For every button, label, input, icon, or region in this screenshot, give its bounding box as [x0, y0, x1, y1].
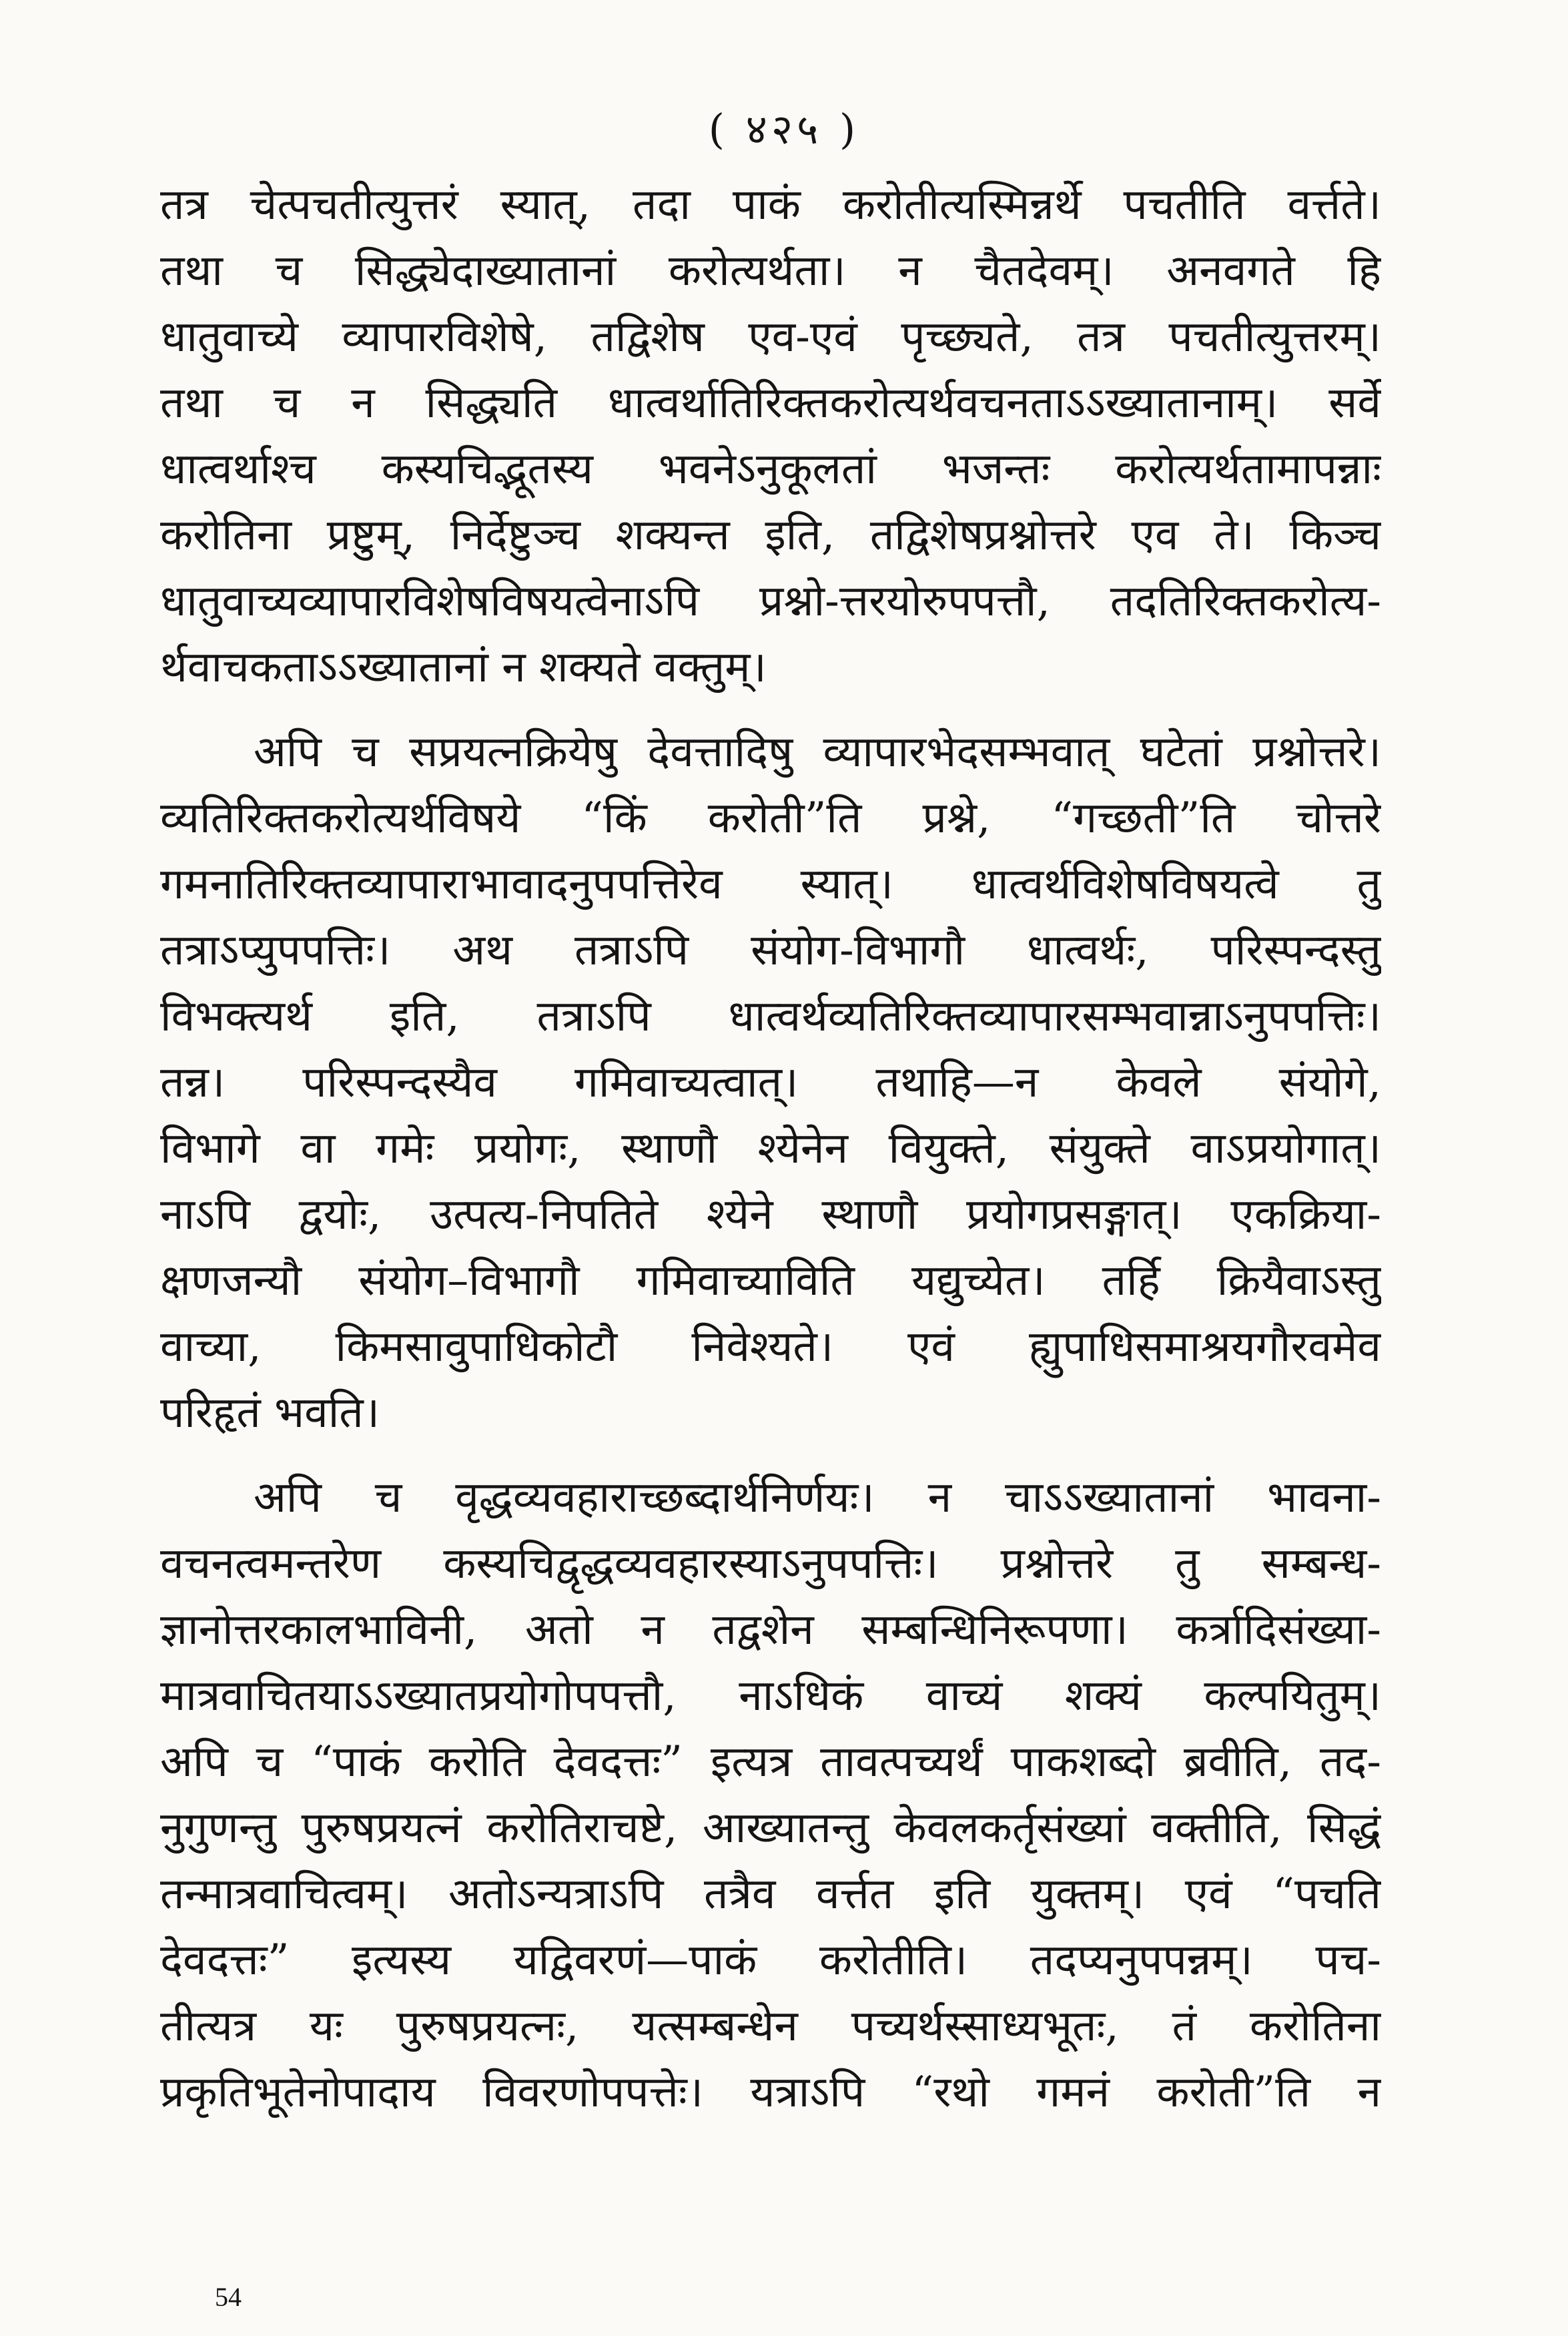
text-line: मात्रवाचितयाऽऽख्यातप्रयोगोपपत्तौ, नाऽधिकं वाच्यं शक्यं कल्पयितुम्। — [160, 1671, 1381, 1721]
text-line: तथा च न सिद्ध्यति धात्वर्थातिरिक्तकरोत्यर्थवचनताऽऽख्यातानाम्। सर्वे — [160, 378, 1381, 428]
text-line: तत्र चेत्पचतीत्युत्तरं स्यात्, तदा पाकं करोतीत्यस्मिन्नर्थे पचतीति वर्त्तते। — [160, 180, 1381, 230]
text-line: ज्ञानोत्तरकालभाविनी, अतो न तद्वशेन सम्बन्धिनिरूपणा। कर्त्रादिसंख्या- — [160, 1605, 1381, 1655]
text-line: तत्राऽप्युपपत्तिः। अथ तत्राऽपि संयोग-विभागौ धात्वर्थः, परिस्पन्दस्तु — [160, 926, 1381, 975]
text-line: तीत्यत्र यः पुरुषप्रयत्नः, यत्सम्बन्धेन पच्यर्थस्साध्यभूतः, तं करोतिना — [160, 2002, 1381, 2051]
text-line: र्थवाचकताऽऽख्यातानां न शक्यते वक्तुम्। — [160, 643, 767, 692]
text-line: अपि च “पाकं करोति देवदत्तः” इत्यत्र तावत्पच्यर्थं पाकशब्दो ब्रवीति, तद- — [160, 1737, 1381, 1787]
text-line: विभागे वा गमेः प्रयोगः, स्थाणौ श्येनेन वियुक्ते, संयुक्ते वाऽप्रयोगात्। — [160, 1124, 1381, 1173]
text-line: तन्मात्रवाचित्वम्। अतोऽन्यत्राऽपि तत्रैव वर्त्तत इति युक्तम्। एवं “पचति — [160, 1869, 1381, 1919]
text-line: प्रकृतिभूतेनोपादाय विवरणोपपत्तेः। यत्राऽपि “रथो गमनं करोती”ति न — [160, 2068, 1381, 2117]
text-line: क्षणजन्यौ संयोग–विभागौ गमिवाच्याविति यद्युच्येत। तर्हि क्रियैवाऽस्तु — [160, 1256, 1381, 1305]
paragraph-2 — [160, 719, 1381, 1446]
text-line: अपि च सप्रयत्नक्रियेषु देवत्तादिषु व्यापारभेदसम्भवात् घटेतां प्रश्नोत्तरे। — [254, 727, 1381, 777]
text-line: तन्न। परिस्पन्दस्यैव गमिवाच्यत्वात्। तथाहि—न केवले संयोगे, — [160, 1058, 1381, 1107]
text-line: वाच्या, किमसावुपाधिकोटौ निवेश्यते। एवं ह्युपाधिसमाश्रयगौरवमेव — [160, 1322, 1381, 1372]
text-line: वचनत्वमन्तरेण कस्यचिद्वृद्धव्यवहारस्याऽनुपपत्तिः। प्रश्नोत्तरे तु सम्बन्ध- — [160, 1539, 1381, 1588]
text-line: देवदत्तः” इत्यस्य यद्विवरणं—पाकं करोतीति। तदप्यनुपपन्नम्। पच- — [160, 1936, 1381, 1985]
paragraph-1 — [160, 172, 1381, 701]
text-line: परिहृतं भवति। — [160, 1388, 380, 1438]
text-line: विभक्त्यर्थ इति, तत्राऽपि धात्वर्थव्यतिरिक्तव्यापारसम्भवान्नाऽनुपपत्तिः। — [160, 992, 1381, 1041]
text-line: नुगुणन्तु पुरुषप्रयत्नं करोतिराचष्टे, आख्यातन्तु केवलकर्तृसंख्यां वक्तीति, सिद्धं — [160, 1803, 1381, 1853]
page-header — [0, 100, 1568, 156]
text-line: नाऽपि द्वयोः, उत्पत्य-निपतिते श्येने स्थाणौ प्रयोगप्रसङ्गात्। एकक्रिया- — [160, 1190, 1381, 1239]
text-line: व्यतिरिक्तकरोत्यर्थविषये “किं करोती”ति प्रश्ने, “गच्छती”ति चोत्तरे — [160, 794, 1381, 843]
page-label: ( ४२५ ) — [708, 105, 860, 154]
body-text — [160, 172, 1381, 2126]
text-line: अपि च वृद्धव्यवहाराच्छब्दार्थनिर्णयः। न चाऽऽख्यातानां भावना- — [254, 1473, 1381, 1522]
text-line: धात्वर्थाश्च कस्यचिद्भूतस्य भवनेऽनुकूलतां भजन्तः करोत्यर्थतामापन्नाः — [160, 445, 1381, 494]
text-line: धातुवाच्ये व्यापारविशेषे, तद्विशेष एव-एवं पृच्छ्यते, तत्र पचतीत्युत्तरम्। — [160, 312, 1381, 362]
paragraph-3 — [160, 1465, 1381, 2126]
text-line: धातुवाच्यव्यापारविशेषविषयत्वेनाऽपि प्रश्नो-त्तरयोरुपपत्तौ, तदतिरिक्तकरोत्य- — [160, 577, 1381, 626]
page-number: 54 — [215, 2282, 242, 2312]
text-line: तथा च सिद्ध्येदाख्यातानां करोत्यर्थता। न चैतदेवम्। अनवगते हि — [160, 246, 1381, 296]
text-line: गमनातिरिक्तव्यापाराभावादनुपपत्तिरेव स्यात्। धात्वर्थविशेषविषयत्वे तु — [160, 860, 1381, 909]
text-line: करोतिना प्रष्टुम्, निर्देष्टुञ्च शक्यन्त इति, तद्विशेषप्रश्नोत्तरे एव ते। किञ्च — [160, 511, 1381, 560]
